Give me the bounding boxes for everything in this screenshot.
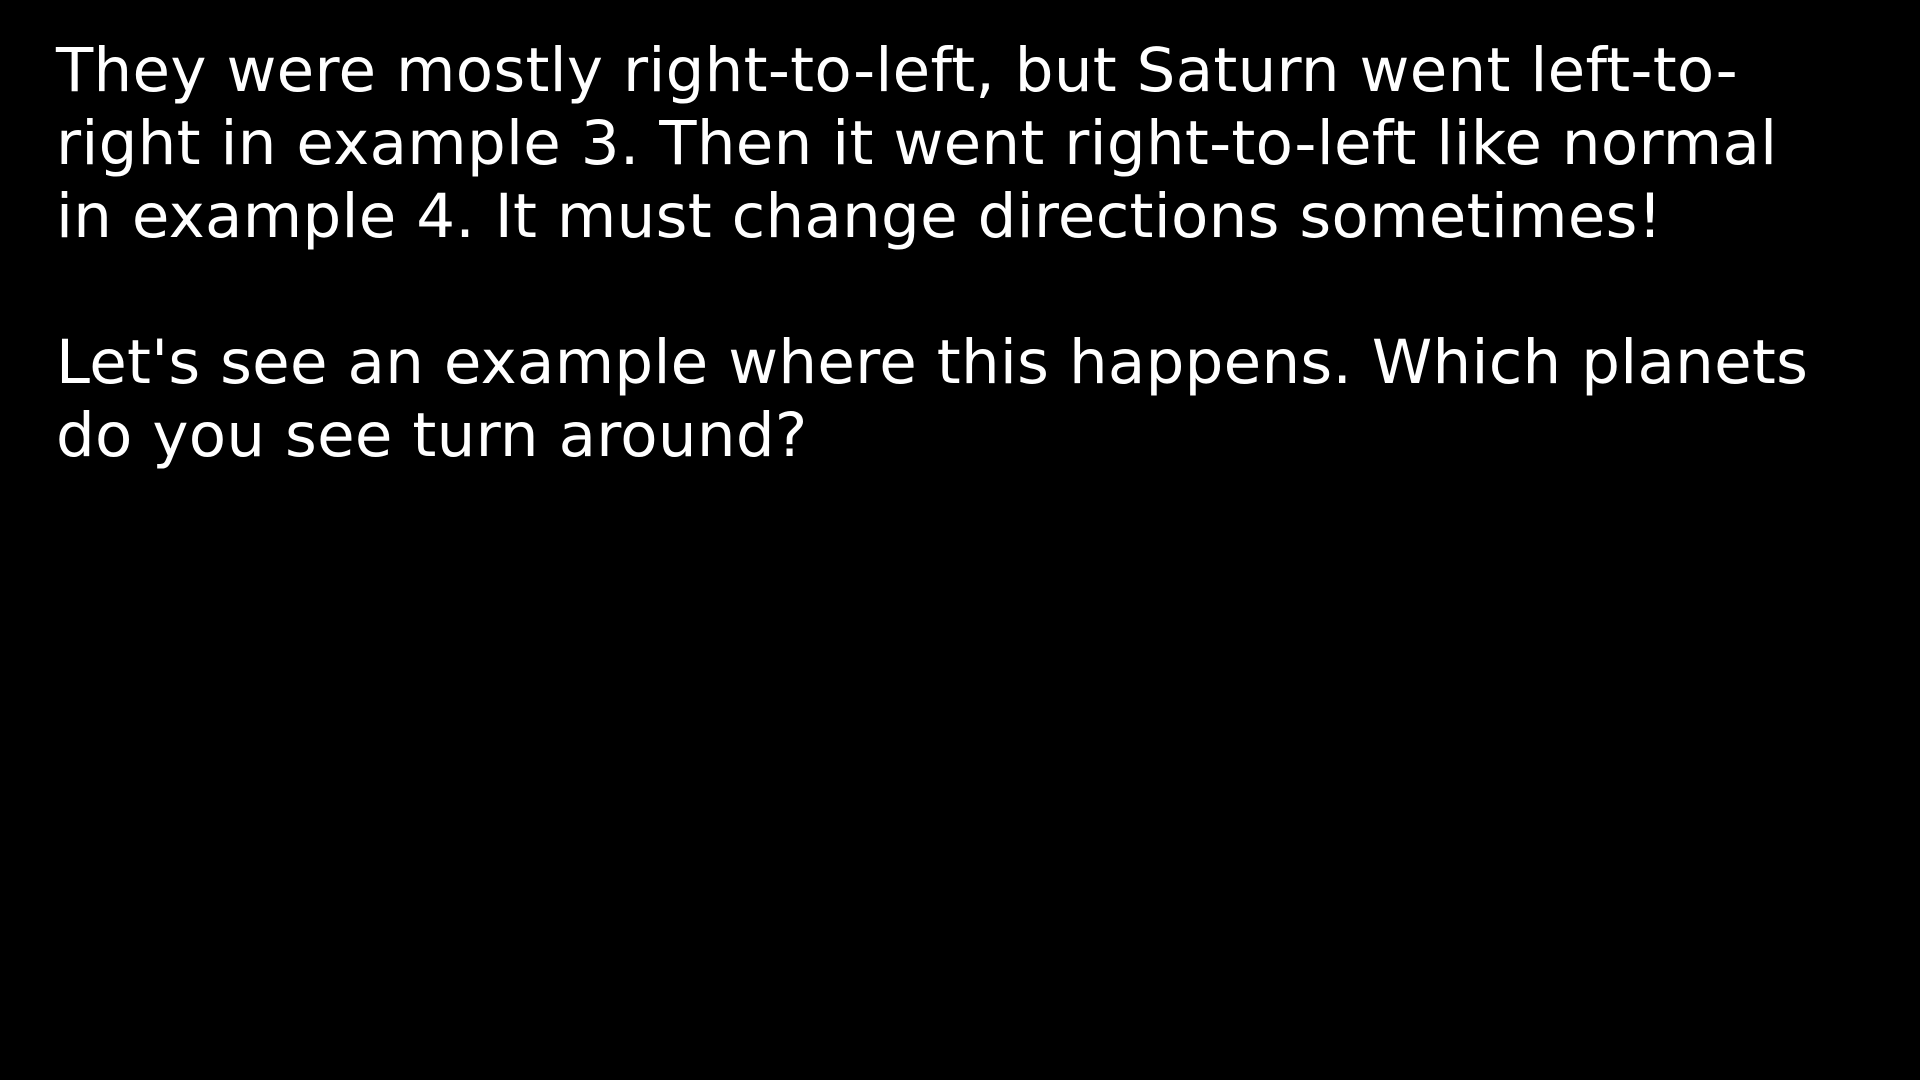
text-line: They were mostly right-to-left, but Saturn went left-to-	[56, 35, 1738, 106]
text-line: right in example 3. Then it went right-to-left like normal	[56, 108, 1778, 179]
text-line: Let's see an example where this happens. Which planets	[56, 327, 1809, 398]
paragraph-spacer	[56, 253, 1856, 326]
paragraph-question	[56, 326, 1856, 472]
slide-text	[56, 34, 1856, 472]
text-line: do you see turn around?	[56, 400, 808, 471]
text-line: in example 4. It must change directions sometimes!	[56, 181, 1663, 252]
paragraph-observation	[56, 34, 1856, 253]
